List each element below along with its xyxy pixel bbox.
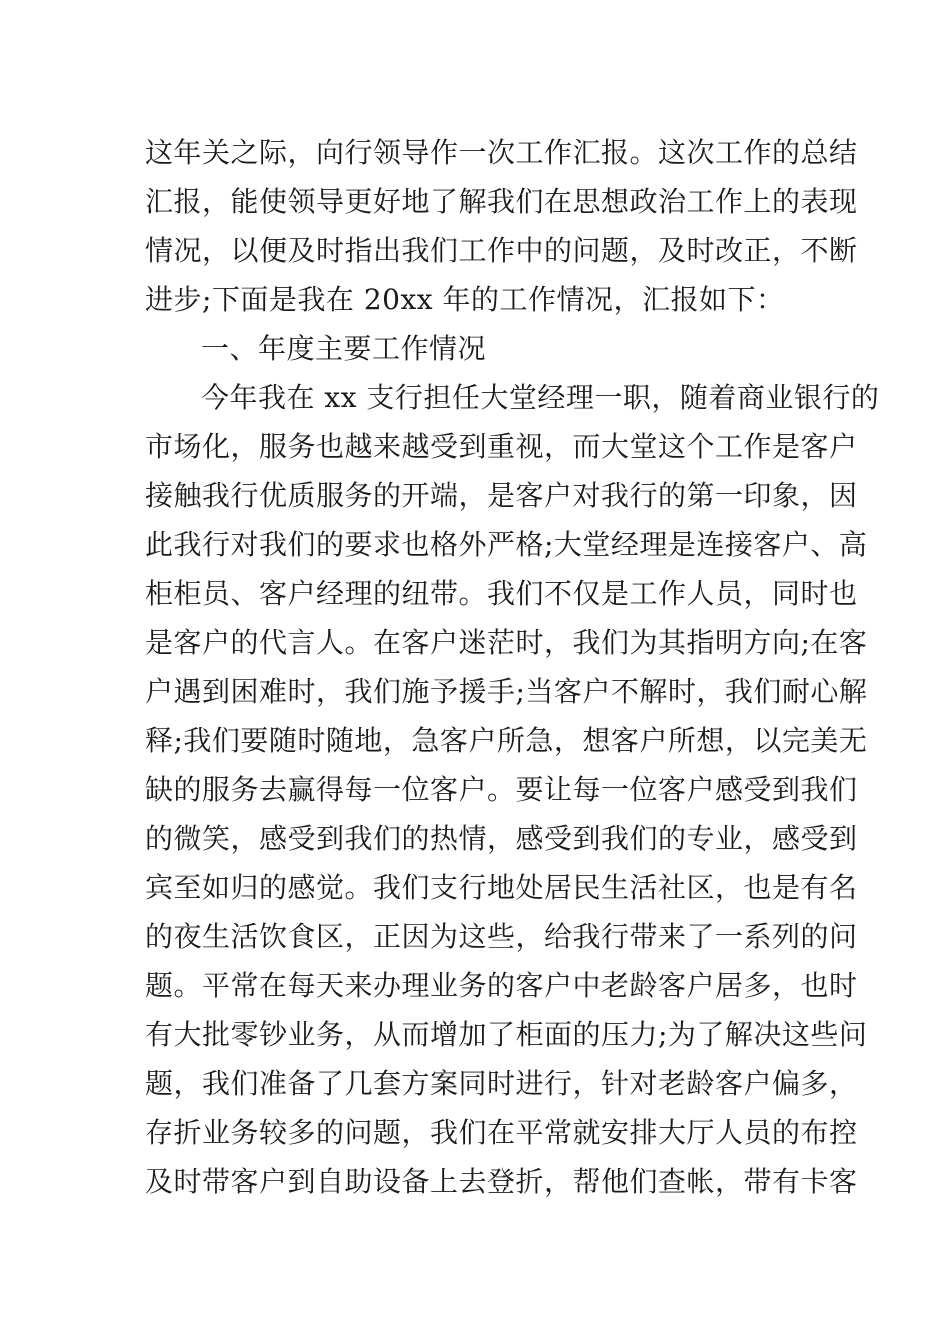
paragraph-line: 及时带客户到自助设备上去登折，帮他们查帐，带有卡客 xyxy=(145,1165,858,1198)
paragraph-line: 缺的服务去赢得每一位客户。要让每一位客户感受到我们 xyxy=(145,773,858,806)
paragraph-line: 的夜生活饮食区，正因为这些，给我行带来了一系列的问 xyxy=(145,920,858,953)
document-body xyxy=(145,128,880,1206)
paragraph-line: 题，我们准备了几套方案同时进行，针对老龄客户偏多， xyxy=(145,1067,858,1100)
paragraph-line: 题。平常在每天来办理业务的客户中老龄客户居多，也时 xyxy=(145,969,858,1002)
paragraph-line: 进步;下面是我在 20xx 年的工作情况，汇报如下： xyxy=(145,283,785,316)
section-heading: 一、年度主要工作情况 xyxy=(201,332,487,365)
paragraph-line: 是客户的代言人。在客户迷茫时，我们为其指明方向;在客 xyxy=(145,626,868,659)
paragraph-line: 汇报，能使领导更好地了解我们在思想政治工作上的表现 xyxy=(145,185,858,218)
paragraph-line: 释;我们要随时随地，急客户所急，想客户所想，以完美无 xyxy=(145,724,868,757)
paragraph-line: 此我行对我们的要求也格外严格;大堂经理是连接客户、高 xyxy=(145,528,868,561)
paragraph-line: 今年我在 xx 支行担任大堂经理一职，随着商业银行的 xyxy=(201,381,880,414)
paragraph-line: 市场化，服务也越来越受到重视，而大堂这个工作是客户 xyxy=(145,430,858,463)
paragraph-line: 柜柜员、客户经理的纽带。我们不仅是工作人员，同时也 xyxy=(145,577,858,610)
paragraph-line: 的微笑，感受到我们的热情，感受到我们的专业，感受到 xyxy=(145,822,858,855)
paragraph-line: 这年关之际，向行领导作一次工作汇报。这次工作的总结 xyxy=(145,136,858,169)
paragraph-line: 宾至如归的感觉。我们支行地处居民生活社区，也是有名 xyxy=(145,871,858,904)
paragraph-line: 户遇到困难时，我们施予援手;当客户不解时，我们耐心解 xyxy=(145,675,868,708)
paragraph-line: 存折业务较多的问题，我们在平常就安排大厅人员的布控 xyxy=(145,1116,858,1149)
paragraph-line: 情况，以便及时指出我们工作中的问题，及时改正，不断 xyxy=(145,234,858,267)
paragraph-line: 接触我行优质服务的开端，是客户对我行的第一印象，因 xyxy=(145,479,858,512)
paragraph-line: 有大批零钞业务，从而增加了柜面的压力;为了解决这些问 xyxy=(145,1018,868,1051)
